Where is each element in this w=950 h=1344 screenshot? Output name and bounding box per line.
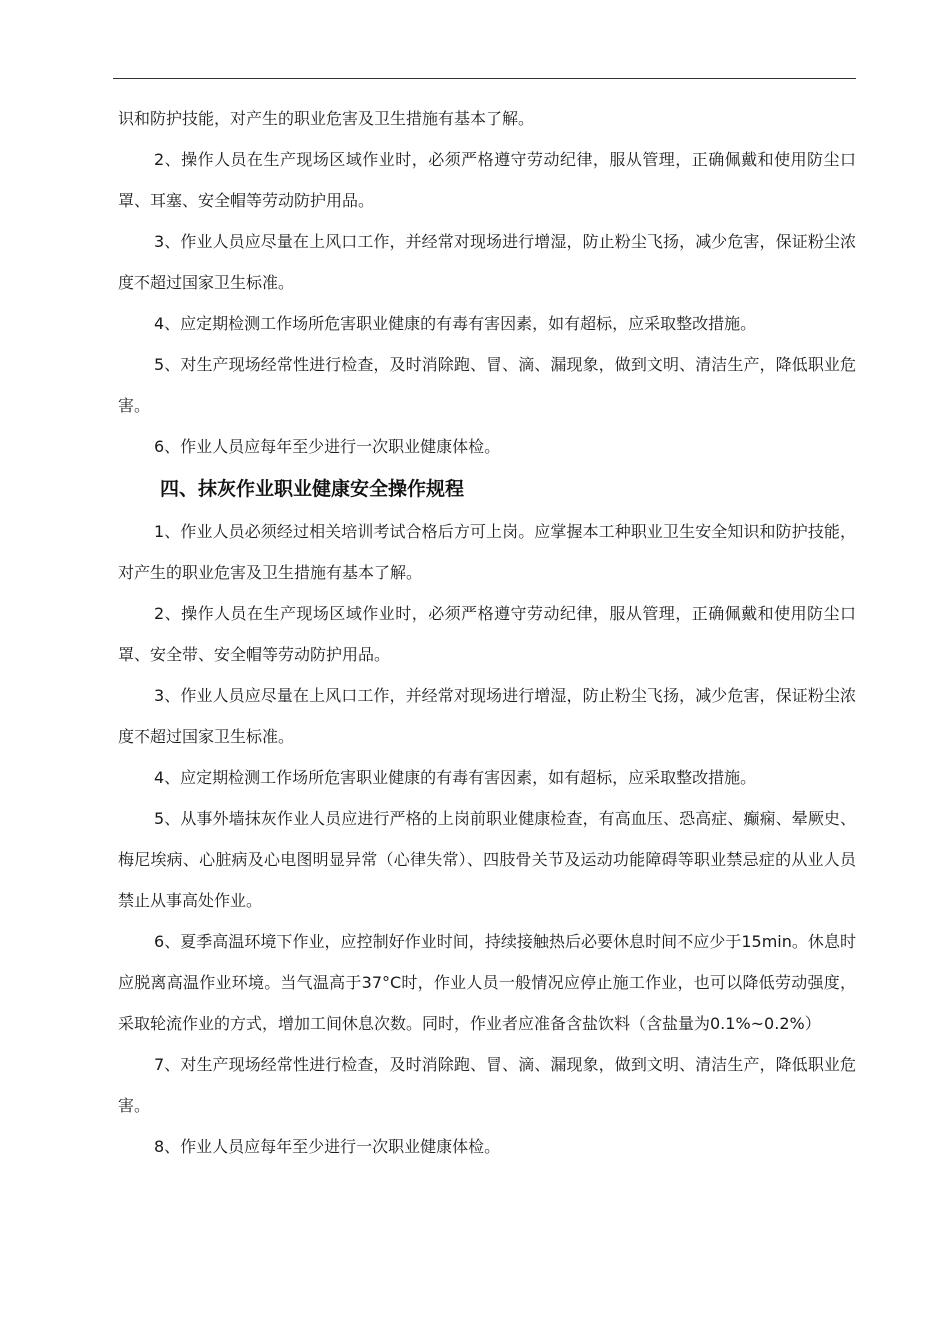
prev-item-3: 3、作业人员应尽量在上风口工作，并经常对现场进行增湿，防止粉尘飞扬，减少危害，保证粉尘浓度不超过国家卫生标准。 [118,232,856,292]
prev-item-5: 5、对生产现场经常性进行检查，及时消除跑、冒、滴、漏现象，做到文明、清洁生产，降低职业危害。 [118,355,856,415]
intro-continuation: 识和防护技能，对产生的职业危害及卫生措施有基本了解。 [118,109,535,128]
section-item-8: 8、作业人员应每年至少进行一次职业健康体检。 [154,1137,501,1156]
section-item-5: 5、从事外墙抹灰作业人员应进行严格的上岗前职业健康检查，有高血压、恐高症、癫痫、晕厥史、梅尼埃病、心脏病及心电图明显异常（心律失常）、四肢骨关节及运动功能障碍等职业禁忌症的从业人员禁止从事高处作业。 [118,809,856,910]
prev-item-4: 4、应定期检测工作场所危害职业健康的有毒有害因素，如有超标，应采取整改措施。 [154,314,757,333]
header-rule [113,78,856,79]
document-body [118,98,856,1167]
prev-item-2: 2、操作人员在生产现场区域作业时，必须严格遵守劳动纪律，服从管理，正确佩戴和使用防尘口罩、耳塞、安全帽等劳动防护用品。 [118,150,856,210]
section-item-3: 3、作业人员应尽量在上风口工作，并经常对现场进行增湿，防止粉尘飞扬，减少危害，保证粉尘浓度不超过国家卫生标准。 [118,686,856,746]
prev-item-6: 6、作业人员应每年至少进行一次职业健康体检。 [154,437,501,456]
section-item-4: 4、应定期检测工作场所危害职业健康的有毒有害因素，如有超标，应采取整改措施。 [154,768,757,787]
section-item-1: 1、作业人员必须经过相关培训考试合格后方可上岗。应掌握本工种职业卫生安全知识和防护技能，对产生的职业危害及卫生措施有基本了解。 [118,522,856,582]
section-heading: 四、抹灰作业职业健康安全操作规程 [160,478,465,500]
section-item-6: 6、夏季高温环境下作业，应控制好作业时间，持续接触热后必要休息时间不应少于15min。休息时应脱离高温作业环境。当气温高于37°C时，作业人员一般情况应停止施工作业，也可以降低劳动强度，采取轮流作业的方式，增加工间休息次数。同时，作业者应准备含盐饮料（含盐量为0.1%~0.2%） [118,932,856,1033]
section-item-2: 2、操作人员在生产现场区域作业时，必须严格遵守劳动纪律，服从管理，正确佩戴和使用防尘口罩、安全带、安全帽等劳动防护用品。 [118,604,856,664]
section-item-7: 7、对生产现场经常性进行检查，及时消除跑、冒、滴、漏现象，做到文明、清洁生产，降低职业危害。 [118,1055,856,1115]
